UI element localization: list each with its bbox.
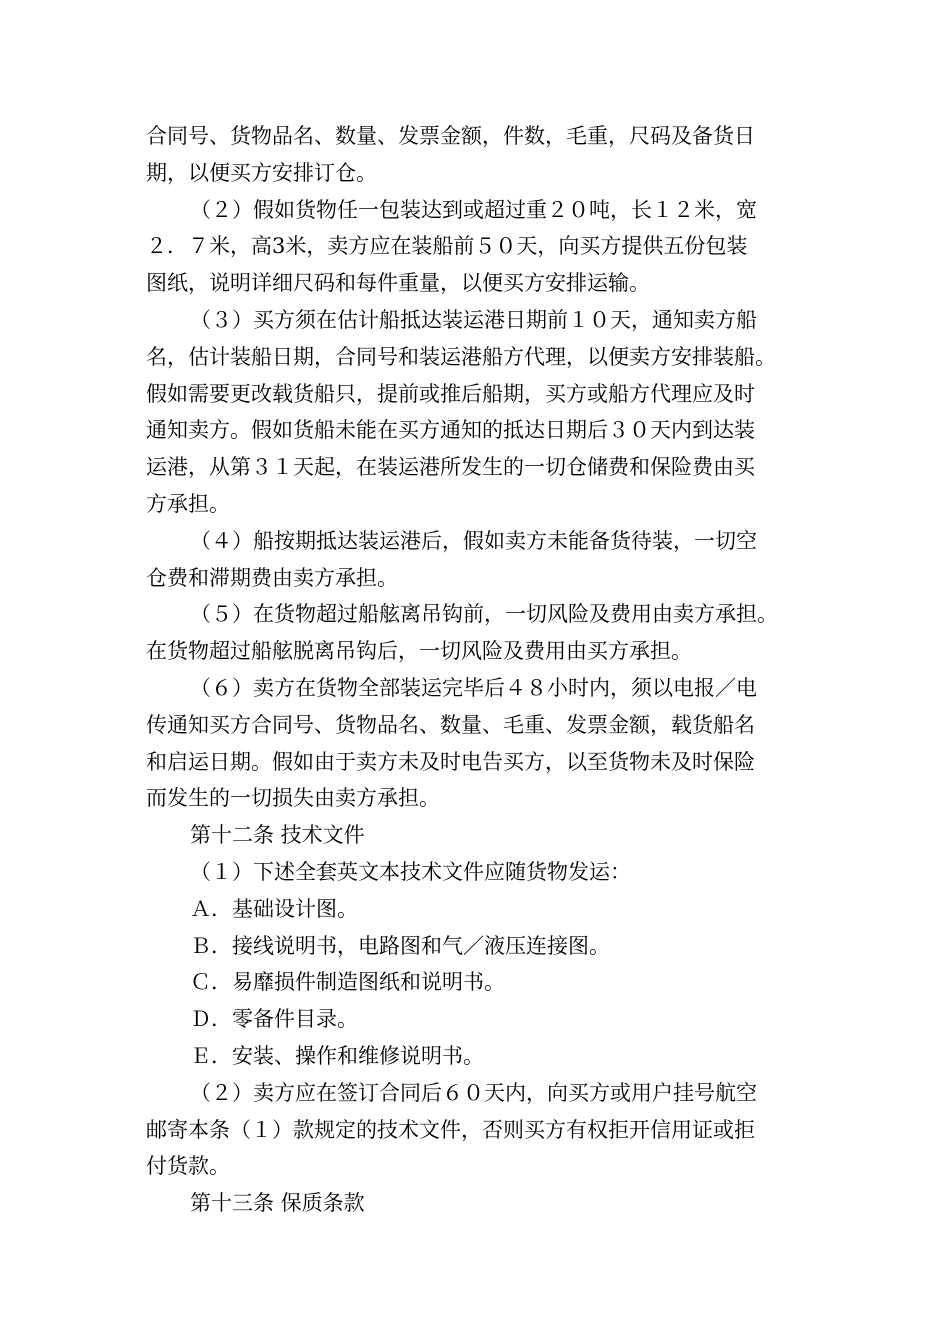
text-line: Ｅ．安装、操作和维修说明书。 <box>190 1043 484 1068</box>
document-body <box>146 118 826 1222</box>
text-line: （２）卖方应在签订合同后６０天内，向买方或用户挂号航空 <box>190 1080 757 1105</box>
text-line: （３）买方须在估计船抵达装运港日期前１０天，通知卖方船 <box>190 307 757 332</box>
text-line: 第十二条 技术文件 <box>190 823 365 848</box>
text-line: Ｃ．易靡损件制造图纸和说明书。 <box>190 970 505 995</box>
text-line: 传通知买方合同号、货物品名、数量、毛重、发票金额，载货船名 <box>146 712 755 737</box>
text-line: 邮寄本条（１）款规定的技术文件，否则买方有权拒开信用证或拒 <box>146 1117 755 1142</box>
text-line: 合同号、货物品名、数量、发票金额，件数，毛重，尺码及备货日 <box>146 124 755 148</box>
text-line: （４）船按期抵达装运港后，假如卖方未能备货待装，一切空 <box>190 528 757 553</box>
text-line: ２．７米，高3米，卖方应在装船前５０天，向买方提供五份包装 <box>146 234 748 259</box>
text-line: Ｄ．零备件目录。 <box>190 1007 358 1032</box>
text-line: 假如需要更改载货船只，提前或推后船期，买方或船方代理应及时 <box>146 381 755 406</box>
text-line: 第十三条 保质条款 <box>190 1191 365 1216</box>
text-line: （２）假如货物任一包装达到或超过重２０吨，长１２米，宽 <box>190 197 757 222</box>
text-line: Ａ．基础设计图。 <box>190 896 358 921</box>
text-line: 运港，从第３１天起，在装运港所发生的一切仓储费和保险费由买 <box>146 455 755 480</box>
text-line: 图纸，说明详细尺码和每件重量，以便买方安排运输。 <box>146 271 650 296</box>
text-line: 仓费和滞期费由卖方承担。 <box>146 565 398 590</box>
text-line: Ｂ．接线说明书，电路图和气／液压连接图。 <box>190 933 610 958</box>
text-line: （６）卖方在货物全部装运完毕后４８小时内，须以电报／电 <box>190 675 757 700</box>
text-line: 付货款。 <box>146 1154 230 1179</box>
text-line: 通知卖方。假如货船未能在买方通知的抵达日期后３０天内到达装 <box>146 418 755 443</box>
text-line: 名，估计装船日期，合同号和装运港船方代理，以便卖方安排装船。 <box>146 344 776 369</box>
text-line: 而发生的一切损失由卖方承担。 <box>146 786 440 811</box>
text-line: 在货物超过船舷脱离吊钩后，一切风险及费用由买方承担。 <box>146 639 692 664</box>
text-line: （５）在货物超过船舷离吊钩前，一切风险及费用由卖方承担。 <box>190 602 778 627</box>
text-line: （１）下述全套英文本技术文件应随货物发运： <box>190 859 631 884</box>
text-line: 方承担。 <box>146 491 230 516</box>
text-line: 和启运日期。假如由于卖方未及时电告买方，以至货物未及时保险 <box>146 749 755 774</box>
text-line: 期，以便买方安排订仓。 <box>146 160 377 185</box>
